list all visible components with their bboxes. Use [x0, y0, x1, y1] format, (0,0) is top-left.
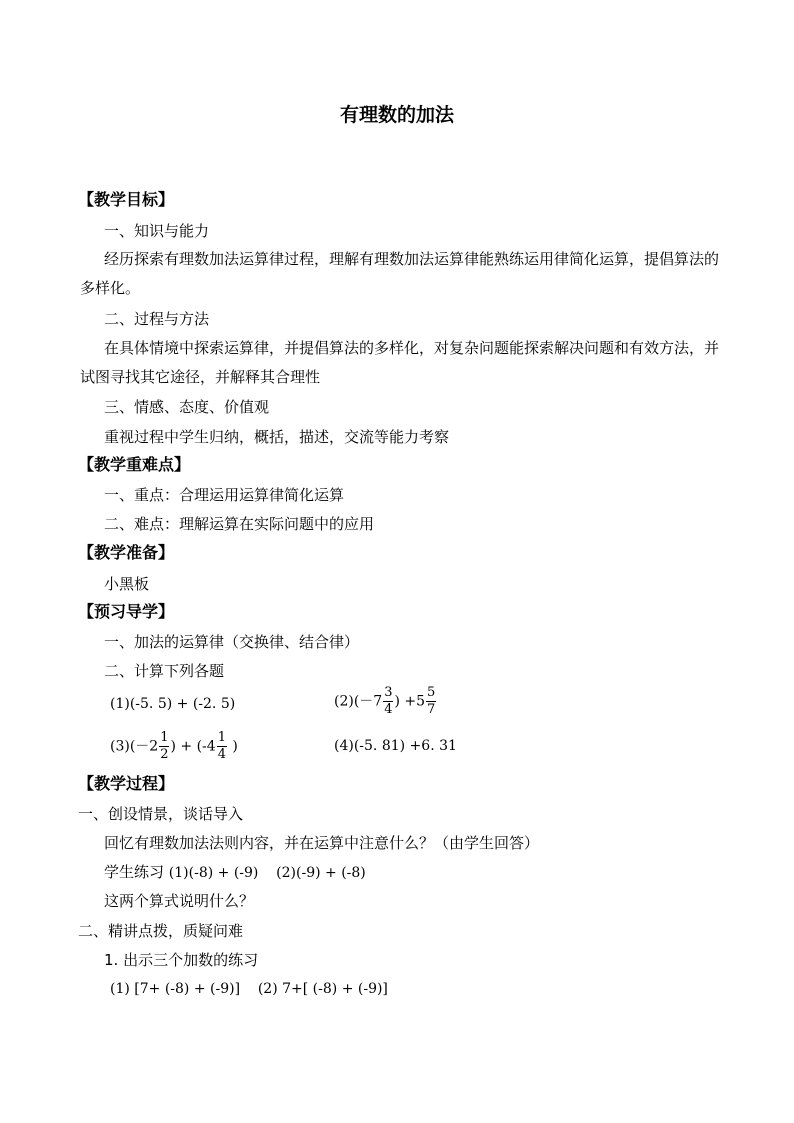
- fraction-denominator: 4: [217, 747, 226, 762]
- preview-question-1: 一、加法的运算律（交换律、结合律）: [104, 633, 360, 651]
- preview-question-2: 二、计算下列各题: [104, 662, 225, 680]
- practice-expression: (1)(-8) + (-9) (2)(-9) + (-8): [168, 865, 366, 881]
- exercise-2: [334, 685, 437, 718]
- keypoint-difficult: 二、难点：理解运算在实际问题中的应用: [104, 515, 375, 533]
- exercise-3: [110, 730, 238, 763]
- exercise-4: (4)(-5. 81) +6. 31: [334, 738, 457, 754]
- practice-label: 学生练习: [104, 863, 165, 881]
- section-heading-process: 【教学过程】: [78, 774, 175, 793]
- exercise-3-suffix: ): [227, 738, 238, 755]
- fraction-denominator: 4: [384, 702, 393, 717]
- section-heading-keypoints: 【教学重难点】: [78, 455, 191, 474]
- goal-emotion-title: 三、情感、态度、价值观: [104, 398, 270, 416]
- exercise-3-prefix: (3)(－2: [110, 738, 159, 755]
- exercise-3-mid: ) + (-4: [170, 738, 216, 755]
- process-step-2-exercise-intro: 1. 出示三个加数的练习: [104, 951, 259, 969]
- fraction-numerator: 3: [384, 685, 393, 700]
- fraction-3-4: [383, 685, 393, 718]
- exercise-1: (1)(-5. 5) + (-2. 5): [110, 696, 236, 712]
- goal-process-text: 在具体情境中探索运算律，并提倡算法的多样化，对复杂问题能探索解决问题和有效方法，并试图寻找其它途径，并解释其合理性: [80, 339, 720, 386]
- fraction-1-2: [159, 730, 169, 763]
- goal-process-title: 二、过程与方法: [104, 310, 210, 328]
- exercise-2-mid: ) +5: [394, 693, 426, 710]
- process-step-1: 一、创设情景，谈话导入: [78, 805, 244, 823]
- section-heading-goals: 【教学目标】: [78, 190, 175, 209]
- process-step-1-recall: 回忆有理数加法法则内容，并在运算中注意什么？（由学生回答）: [104, 834, 540, 852]
- goal-knowledge-text: 经历探索有理数加法运算律过程，理解有理数加法运算律能熟练运用律简化运算，提倡算法的多样化。: [80, 250, 720, 297]
- keypoint-key: 一、重点：合理运用运算律简化运算: [104, 486, 345, 504]
- prep-item: 小黑板: [104, 575, 150, 593]
- fraction-numerator: 1: [160, 730, 169, 745]
- process-step-1-practice: [104, 861, 366, 884]
- fraction-1-4: [217, 730, 227, 763]
- fraction-5-7: [426, 685, 436, 718]
- section-heading-preview: 【预习导学】: [78, 602, 175, 621]
- fraction-numerator: 5: [427, 685, 436, 700]
- goal-emotion-text: 重视过程中学生归纳，概括，描述，交流等能力考察: [104, 428, 450, 446]
- fraction-denominator: 7: [427, 702, 436, 717]
- goal-knowledge-title: 一、知识与能力: [104, 222, 210, 240]
- page-title: 有理数的加法: [339, 104, 454, 126]
- process-step-1-question: 这两个算式说明什么？: [104, 892, 255, 910]
- exercise-2-prefix: (2)(－7: [334, 693, 383, 710]
- process-step-2: 二、精讲点拨，质疑问难: [78, 922, 244, 940]
- process-step-2-expressions: (1) [7+ (-8) + (-9)] (2) 7+[ (-8) + (-9)]: [110, 981, 388, 997]
- section-heading-prep: 【教学准备】: [78, 543, 175, 562]
- fraction-denominator: 2: [160, 747, 169, 762]
- fraction-numerator: 1: [217, 730, 226, 745]
